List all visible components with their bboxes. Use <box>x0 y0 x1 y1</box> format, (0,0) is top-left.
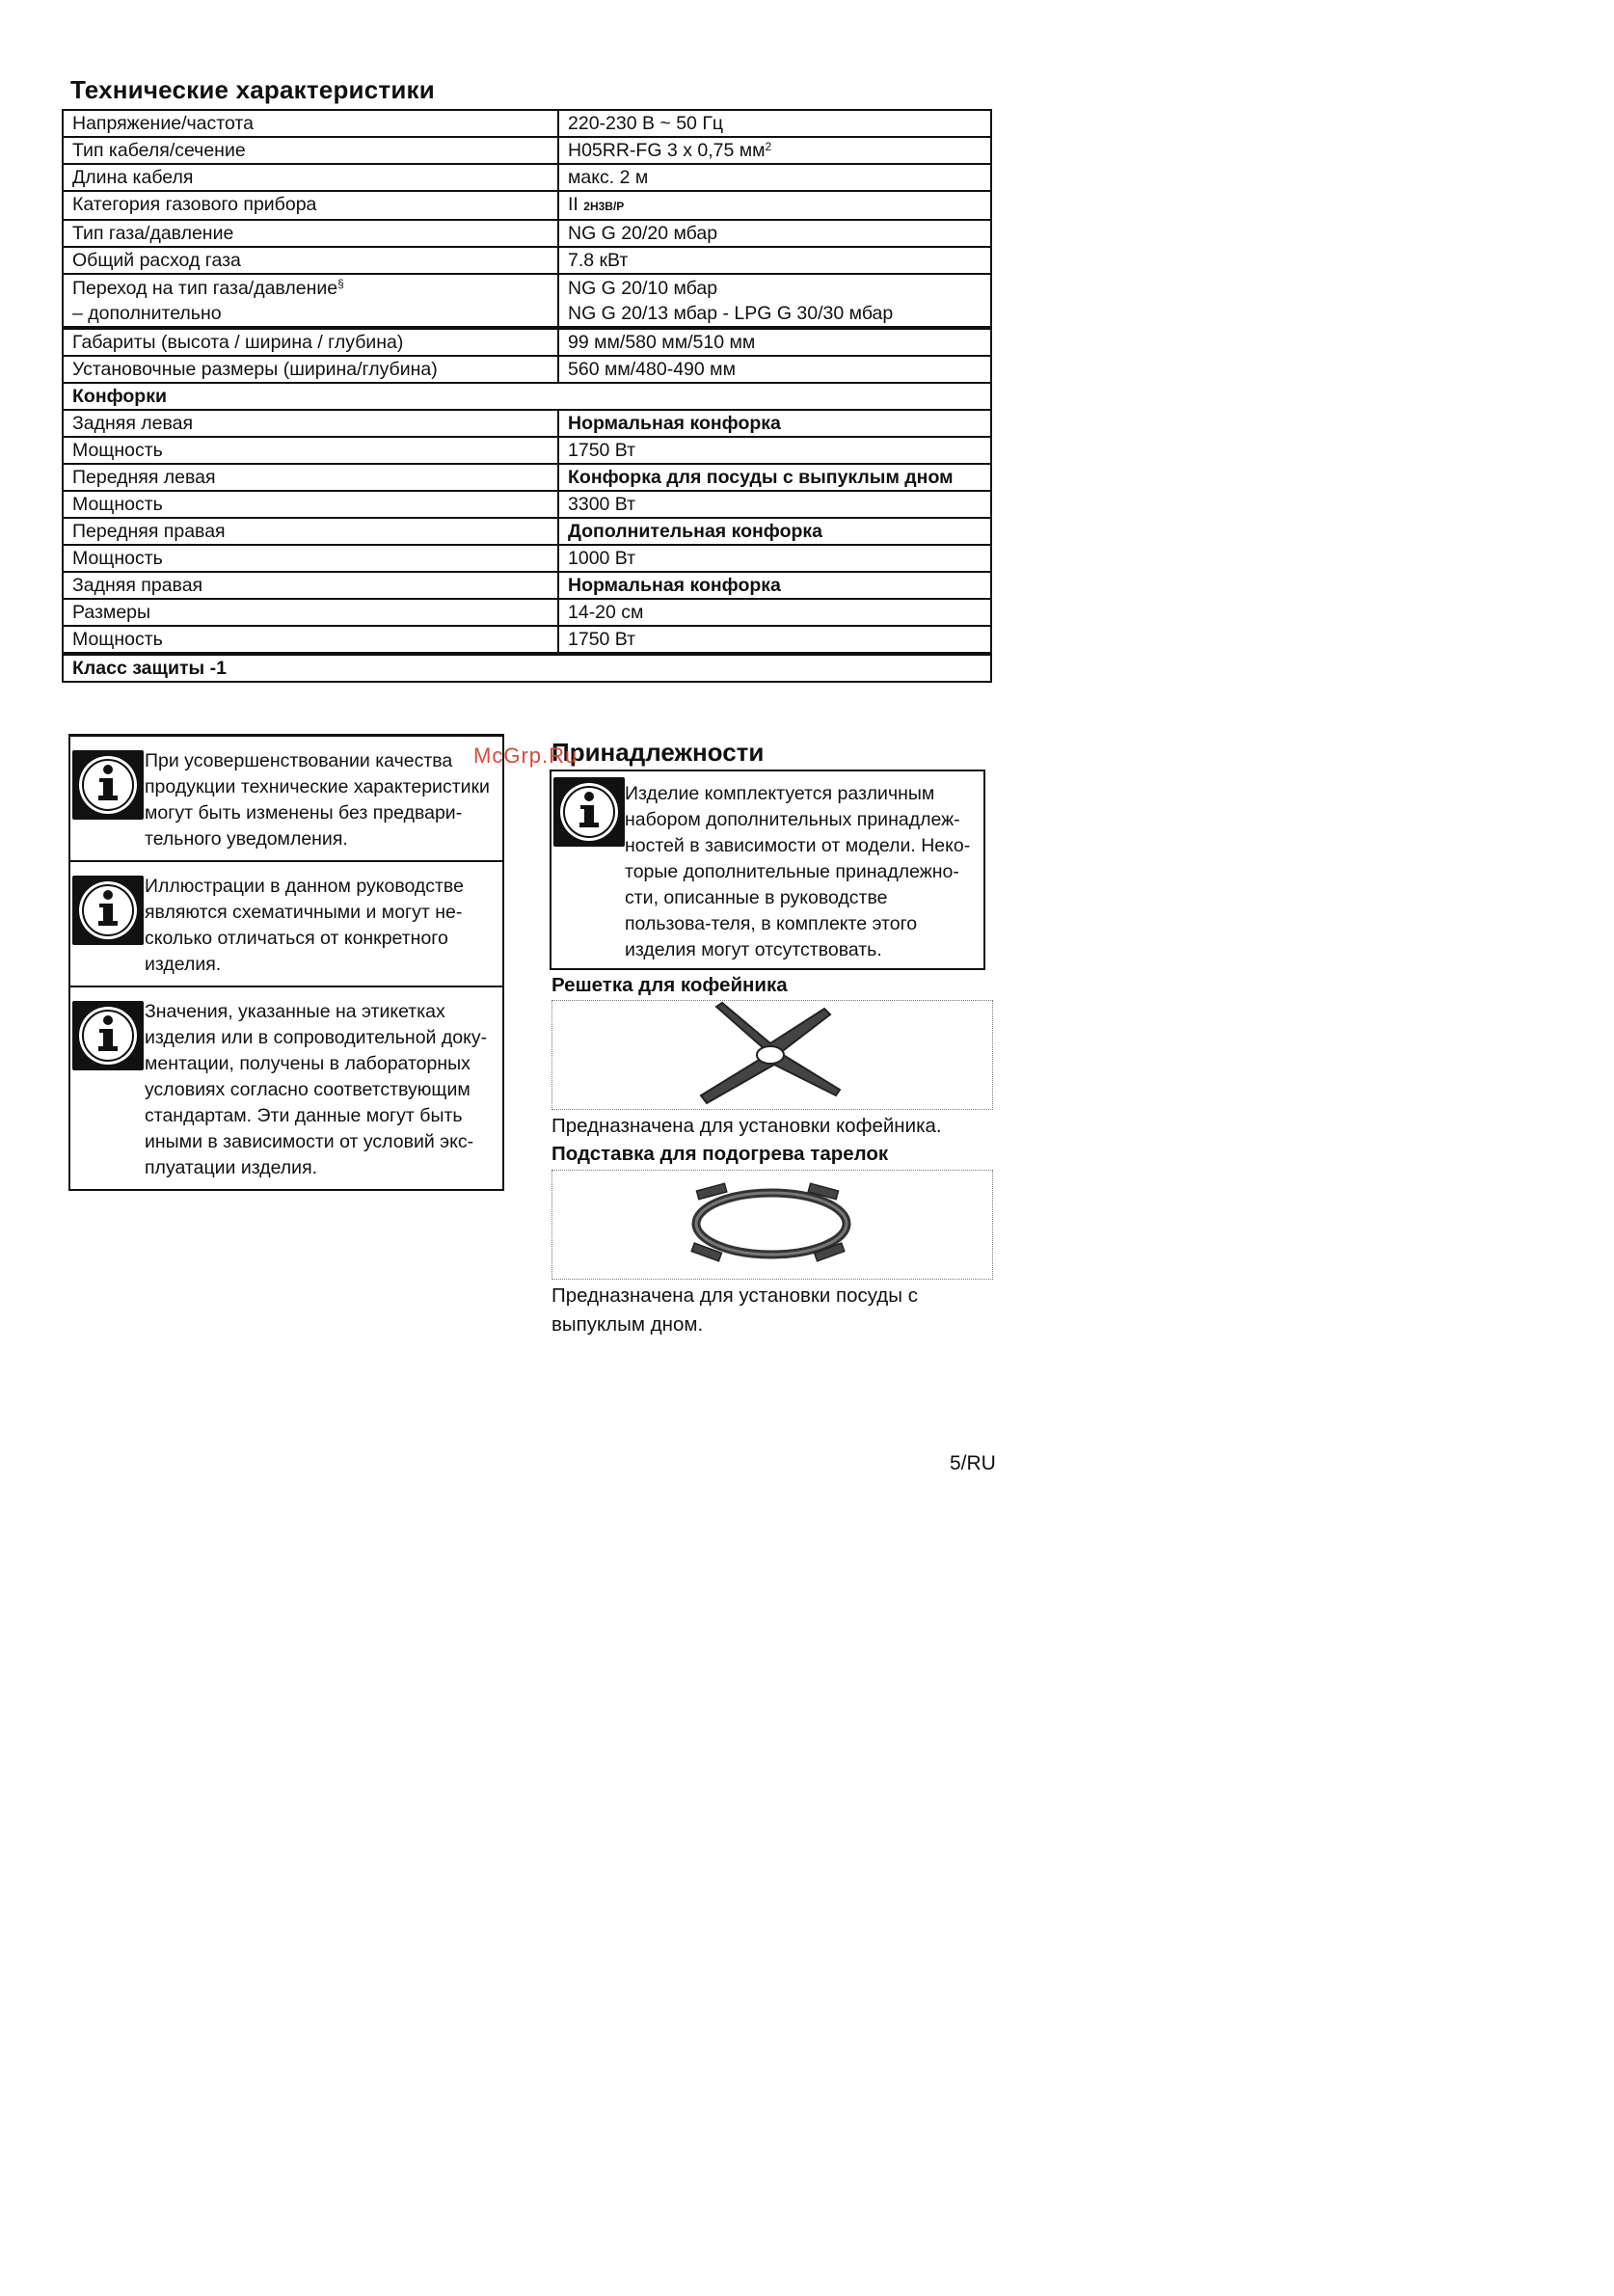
section-header: Конфорки <box>63 383 991 410</box>
accessories-title: Принадлежности <box>551 738 765 767</box>
table-row <box>63 518 991 545</box>
table-row <box>63 464 991 491</box>
accessory-caption: Предназначена для установки кофейника. <box>551 1115 942 1137</box>
spec-value: 560 мм/480-490 мм <box>558 356 991 383</box>
table-row <box>63 410 991 437</box>
table-row <box>63 356 991 383</box>
coffee-grid-image-frame <box>551 1000 993 1110</box>
table-row <box>63 599 991 626</box>
info-icon <box>72 750 144 820</box>
spec-label <box>63 274 558 328</box>
spec-label: Мощность <box>63 545 558 572</box>
coffee-grid-image <box>552 1001 992 1109</box>
note-text: Значения, указанные на этикетках изделия или в сопроводительной доку-ментации, получены в лабораторных условиях согласно соответствующим стандартам. Эти данные могут быть иными в зависимости от условий экс-плуатации изделия. <box>145 1001 488 1178</box>
subscript: 2H3B/P <box>583 200 625 213</box>
table-row <box>63 654 991 682</box>
spec-label: Тип кабеля/сечение <box>63 137 558 164</box>
spec-label: Общий расход газа <box>63 247 558 274</box>
spec-label: Задняя правая <box>63 572 558 599</box>
spec-label: Мощность <box>63 437 558 464</box>
superscript: 2 <box>765 140 772 153</box>
table-row <box>63 137 991 164</box>
spec-label: Габариты (высота / ширина / глубина) <box>63 328 558 356</box>
spec-label: Установочные размеры (ширина/глубина) <box>63 356 558 383</box>
spec-label-text: Переход на тип газа/давление <box>72 278 338 299</box>
spec-value: макс. 2 м <box>558 164 991 191</box>
spec-label-text: – дополнительно <box>72 303 222 324</box>
spec-value: Нормальная конфорка <box>558 572 991 599</box>
table-row <box>63 491 991 518</box>
info-icon <box>72 1001 144 1070</box>
spec-label: Размеры <box>63 599 558 626</box>
spec-value-text: NG G 20/13 мбар - LPG G 30/30 мбар <box>568 303 894 324</box>
spec-value: 99 мм/580 мм/510 мм <box>558 328 991 356</box>
table-row <box>63 220 991 247</box>
spec-value: 1750 Вт <box>558 437 991 464</box>
table-row <box>63 383 991 410</box>
wok-ring-image <box>552 1171 992 1279</box>
section-header: Класс защиты -1 <box>63 654 991 682</box>
table-row <box>63 110 991 137</box>
table-row <box>63 274 991 328</box>
spec-value: 1750 Вт <box>558 626 991 654</box>
note <box>70 737 502 862</box>
spec-value <box>558 191 991 220</box>
page-number: 5/RU <box>950 1452 996 1474</box>
spec-label: Длина кабеля <box>63 164 558 191</box>
note <box>70 862 502 987</box>
spec-label: Мощность <box>63 626 558 654</box>
spec-value-text: II <box>568 194 584 215</box>
table-row <box>63 328 991 356</box>
spec-value-text: H05RR-FG 3 x 0,75 мм <box>568 140 766 161</box>
spec-label: Тип газа/давление <box>63 220 558 247</box>
note-text: При усовершенствовании качества продукции технические характеристики могут быть изменены без предвари-тельного уведомления. <box>145 750 490 850</box>
spec-label: Категория газового прибора <box>63 191 558 220</box>
table-row <box>63 437 991 464</box>
table-row <box>63 545 991 572</box>
info-icon <box>553 777 625 847</box>
info-icon <box>72 876 144 945</box>
accessories-info-text: Изделие комплектуется различным набором дополнительных принадлеж-ностей в зависимости от модели. Неко-торые дополнительные принадлежно-сти, описанные в руководстве пользова-теля, в комплекте этого изделия могут отсутствовать. <box>625 783 971 960</box>
notes-box <box>68 734 504 1191</box>
table-row <box>63 572 991 599</box>
spec-value: 1000 Вт <box>558 545 991 572</box>
spec-label: Напряжение/частота <box>63 110 558 137</box>
accessories-info-box <box>550 770 985 970</box>
table-row <box>63 164 991 191</box>
watermark: McGrp.Ru <box>473 743 578 768</box>
table-row <box>63 626 991 654</box>
note <box>70 987 502 1189</box>
spec-value-text: NG G 20/10 мбар <box>568 278 718 299</box>
spec-value: 3300 Вт <box>558 491 991 518</box>
spec-label: Мощность <box>63 491 558 518</box>
spec-value: Нормальная конфорка <box>558 410 991 437</box>
note-text: Иллюстрации в данном руководстве являются схематичными и могут не-сколько отличаться от конкретного изделия. <box>145 876 464 975</box>
spec-value <box>558 274 991 328</box>
spec-label: Передняя левая <box>63 464 558 491</box>
specs-table <box>62 109 992 683</box>
spec-value <box>558 137 991 164</box>
wok-ring-image-frame <box>551 1170 993 1280</box>
spec-value: Дополнительная конфорка <box>558 518 991 545</box>
spec-value: NG G 20/20 мбар <box>558 220 991 247</box>
spec-value: 7.8 кВт <box>558 247 991 274</box>
spec-value: Конфорка для посуды с выпуклым дном <box>558 464 991 491</box>
accessory-title: Подставка для подогрева тарелок <box>551 1143 889 1165</box>
spec-label: Передняя правая <box>63 518 558 545</box>
accessory-title: Решетка для кофейника <box>551 974 788 996</box>
table-row <box>63 191 991 220</box>
spec-value: 14-20 см <box>558 599 991 626</box>
spec-label: Задняя левая <box>63 410 558 437</box>
spec-value: 220-230 В ~ 50 Гц <box>558 110 991 137</box>
table-row <box>63 247 991 274</box>
accessory-caption: Предназначена для установки посуды с выпуклым дном. <box>551 1284 918 1336</box>
superscript: § <box>337 277 344 290</box>
page-title: Технические характеристики <box>70 75 435 104</box>
